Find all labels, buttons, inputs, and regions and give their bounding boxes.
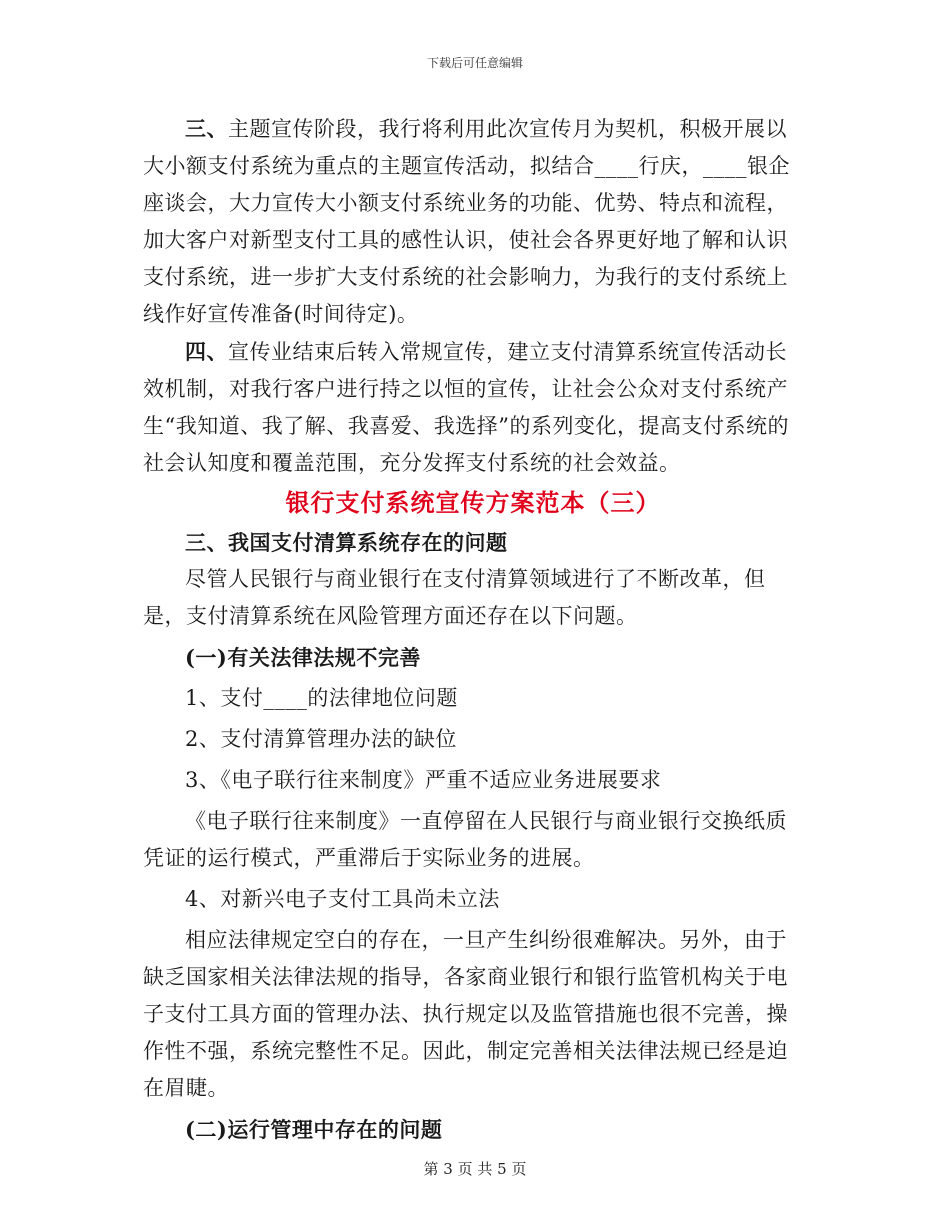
page-footer: 第 3 页 共 5 页 — [423, 1160, 527, 1178]
paragraph-three-lead: 三、 — [185, 116, 228, 141]
item-four-description: 相应法律规定空白的存在，一旦产生纠纷很难解决。另外，由于缺乏国家相关法律法规的指导，各家商业银行和银行监管机构关于电子支付工具方面的管理办法、执行规定以及监管措施也很不完善，操作性不强，系统完整性不足。因此，制定完善相关法律法规已经是迫在眉睫。 — [143, 928, 788, 1100]
list-item-3: 3、《电子联行往来制度》严重不适应业务进展要求 — [185, 768, 662, 792]
item-three-description: 《电子联行往来制度》一直停留在人民银行与商业银行交换纸质凭证的运行模式，严重滞后于实际业务的进展。 — [143, 809, 787, 870]
paragraph-three-text: 主题宣传阶段，我行将利用此次宣传月为契机，积极开展以大小额支付系统为重点的主题宣传活动，拟结合____行庆，____银企座谈会，大力宣传大小额支付系统业务的功能、优势、特点和流程，加大客户对新型支付工具的感性认识，使社会各界更好地了解和认识支付系统，进一步扩大支付系统的社会影响力，为我行的支付系统上线作好宣传准备(时间待定)。 — [143, 117, 790, 326]
intro-paragraph: 尽管人民银行与商业银行在支付清算领域进行了不断改革，但是，支付清算系统在风险管理方面还存在以下问题。 — [143, 567, 766, 628]
section-title: 银行支付系统宣传方案范本（三） — [285, 488, 661, 517]
list-item-4: 4、对新兴电子支付工具尚未立法 — [185, 887, 500, 911]
subheading-one: (一)有关法律法规不完善 — [185, 645, 421, 670]
subheading-two: (二)运行管理中存在的问题 — [185, 1117, 443, 1142]
paragraph-four-text: 宣传业结束后转入常规宣传，建立支付清算系统宣传活动长效机制，对我行客户进行持之以恒的宣传，让社会公众对支付系统产生“我知道、我了解、我喜爱、我选择”的系列变化，提高支付系统的社会认知度和覆盖范围，充分发挥支付系统的社会效益。 — [143, 340, 789, 475]
list-item-2: 2、支付清算管理办法的缺位 — [185, 727, 457, 751]
paragraph-four-lead: 四、 — [185, 339, 228, 364]
list-item-1: 1、支付____的法律地位问题 — [185, 686, 458, 710]
document-body — [143, 110, 803, 1148]
page-header: 下载后可任意编辑 — [426, 56, 523, 70]
paragraph-three — [143, 110, 803, 333]
paragraph-four — [143, 333, 803, 482]
section-heading: 三、我国支付清算系统存在的问题 — [185, 530, 508, 555]
